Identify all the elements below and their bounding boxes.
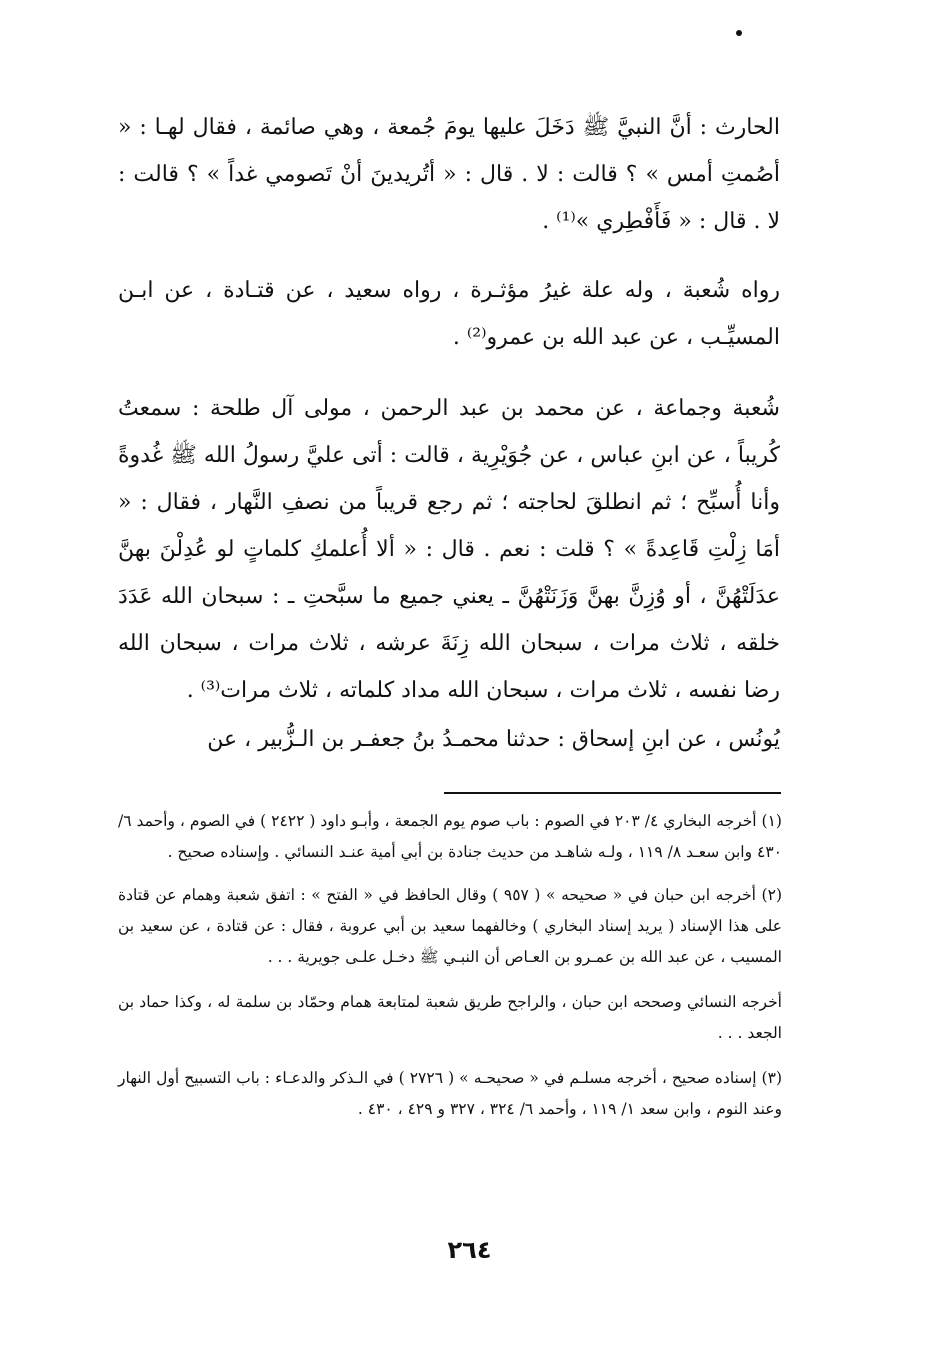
paragraph-4: يُونُس ، عن ابنِ إسحاق : حدثنا محمـدُ بنُ جعفـر بن الـزُّبير ، عن — [207, 727, 780, 752]
footnote-separator — [444, 792, 781, 794]
footnote-2-continued: أخرجه النسائي وصححه ابن حبان ، والراجح طريق شعبة لمتابعة همام وحمّاد بن سلمة له ، وكذا حماد بن الجعد . . . — [118, 993, 782, 1042]
paragraph-2: رواه شُعبة ، وله علة غيرُ مؤثـرة ، رواه سعيد ، عن قتـادة ، عن ابـن المسيِّـب ، عن عبد الله بن عمرو⁽²⁾ . — [118, 278, 780, 350]
footnote-2: (٢) أخرجه ابن حبان في « صحيحه » ( ٩٥٧ ) وقال الحافظ في « الفتح » : اتفق شعبة وهمام عن قتادة على هذا الإسناد ( يريد إسناد البخاري ) وخالفهما سعيد بن أبي عروبة ، فقال : عن قتادة ، عن سعيد بن المسيب ، عن عبد الله بن عمـرو بن العـاص أن النبـي ﷺ دخـل علـى جويرية . . . — [118, 886, 782, 966]
main-text — [118, 104, 780, 763]
paragraph-3: شُعبة وجماعة ، عن محمد بن عبد الرحمن ، مولى آل طلحة : سمعتُ كُريباً ، عن ابنِ عباس ، عن جُوَيْرِية ، قالت : أتى عليَّ رسولُ الله ﷺ غُدوةً وأنا أُسبِّح ؛ ثم انطلقَ لحاجته ؛ ثم رجع قريباً من نصفِ النَّهار ، فقال : « أمَا زِلْتِ قَاعِدةً » ؟ قلت : نعم . قال : « ألا أُعلمكِ كلماتٍ لو عُدِلْنَ بهنَّ عدَلَتْهُنَّ ، أو وُزِنَّ بهنَّ وَزَنَتْهُنَّ ـ يعني جميع ما سبَّحتِ ـ : سبحان الله عَدَدَ خلقه ، ثلاث مرات ، سبحان الله زِنَةَ عرشه ، ثلاث مرات ، سبحان الله رضا نفسه ، ثلاث مرات ، سبحان الله مداد كلماته ، ثلاث مرات⁽³⁾ . — [118, 396, 780, 703]
footnotes — [118, 806, 782, 1125]
footnote-3: (٣) إسناده صحيح ، أخرجه مسلـم في « صحيحـه » ( ٢٧٢٦ ) في الـذكر والدعـاء : باب التسبيح أول النهار وعند النوم ، وابن سعد ١/ ١١٩ ، وأحمد ٦/ ٣٢٤ ، ٣٢٧ و ٤٢٩ ، ٤٣٠ . — [118, 1069, 782, 1118]
page-number: ٢٦٤ — [447, 1236, 492, 1264]
page-mark-dot — [736, 30, 742, 36]
footnote-1: (١) أخرجه البخاري ٤/ ٢٠٣ في الصوم : باب صوم يوم الجمعة ، وأبـو داود ( ٢٤٢٢ ) في الصوم ، وأحمد ٦/ ٤٣٠ وابن سعـد ٨/ ١١٩ ، ولـه شاهـد من حديث جنادة بن أبي أمية عنـد النسائي . وإسناده صحيح . — [118, 812, 782, 861]
paragraph-1: الحارث : أنَّ النبيَّ ﷺ دَخَلَ عليها يومَ جُمعة ، وهي صائمة ، فقال لهـا : « أصُمتِ أمس » ؟ قالت : لا . قال : « أتُريدينَ أنْ تَصومي غداً » ؟ قالت : لا . قال : « فَأَفْطِري »⁽¹⁾ . — [118, 115, 780, 234]
